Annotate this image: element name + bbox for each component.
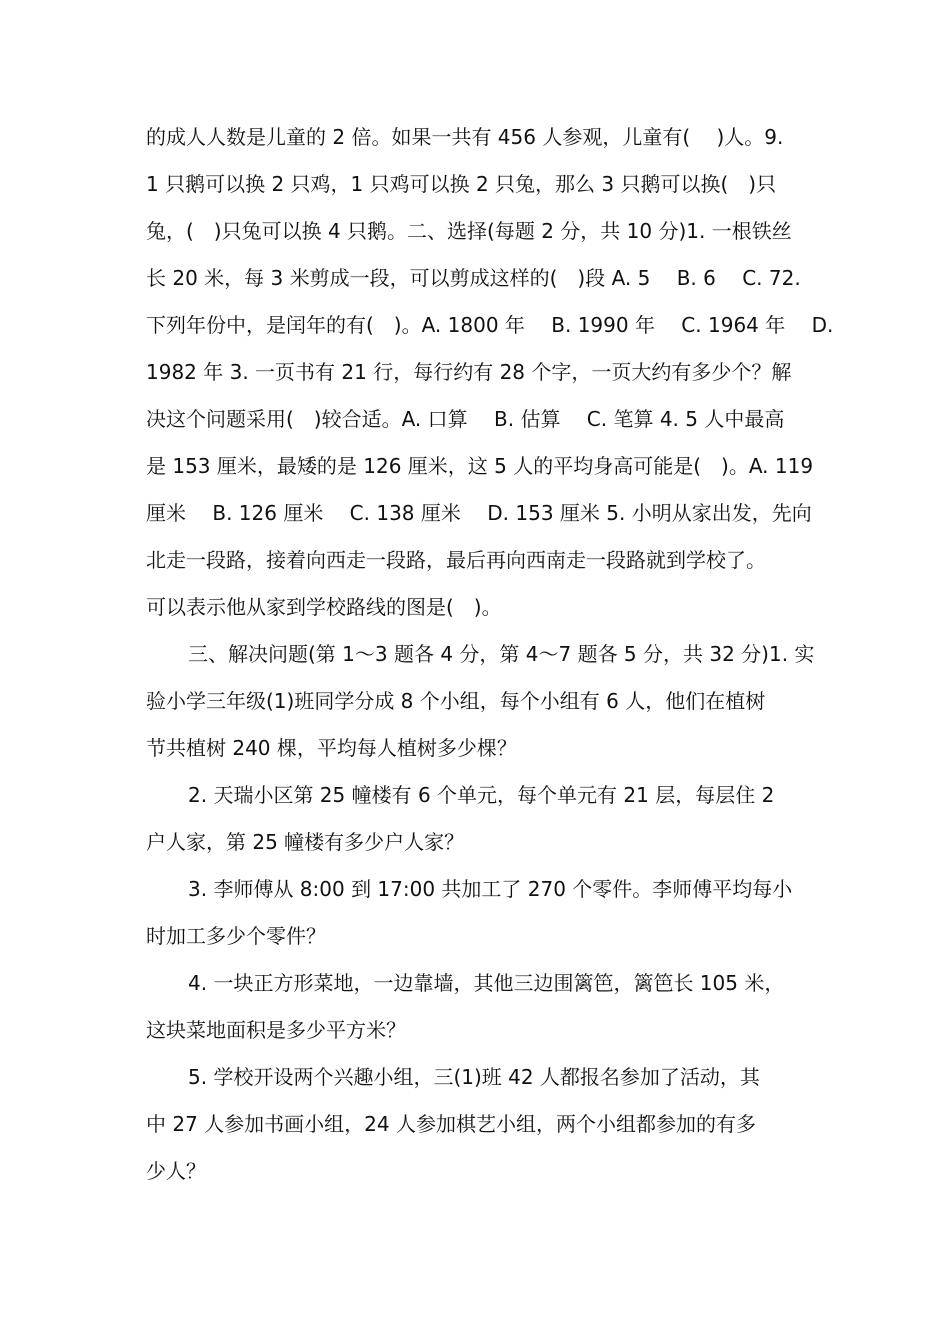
question-line: 4. 一块正方形菜地，一边靠墙，其他三边围篱笆，篱笆长 105 米，: [188, 971, 785, 995]
text-line: 决这个问题采用( )较合适。A. 口算 B. 估算 C. 笔算 4. 5 人中最高: [146, 407, 785, 431]
document-body: [146, 114, 834, 1195]
text-line: 少人？: [146, 1159, 206, 1183]
section-heading-line: 三、解决问题(第 1～3 题各 4 分，第 4～7 题各 5 分，共 32 分)1. 实: [188, 642, 815, 666]
text-line: 1 只鹅可以换 2 只鸡，1 只鸡可以换 2 只兔，那么 3 只鹅可以换( )只: [146, 172, 777, 196]
question-line: 3. 李师傅从 8:00 到 17:00 共加工了 270 个零件。李师傅平均每小: [188, 877, 793, 901]
text-line: 的成人人数是儿童的 2 倍。如果一共有 456 人参观，儿童有( )人。9.: [146, 125, 784, 149]
question-line: 2. 天瑞小区第 25 幢楼有 6 个单元，每个单元有 21 层，每层住 2: [188, 783, 775, 807]
text-line: 北走一段路，接着向西走一段路，最后再向西南走一段路就到学校了。: [146, 548, 766, 572]
text-line: 户人家，第 25 幢楼有多少户人家？: [146, 830, 465, 854]
text-line: 是 153 厘米，最矮的是 126 厘米，这 5 人的平均身高可能是( )。A. 119: [146, 454, 814, 478]
text-line: 可以表示他从家到学校路线的图是( )。: [146, 595, 502, 619]
text-line: 兔，( )只兔可以换 4 只鹅。二、选择(每题 2 分，共 10 分)1. 一根铁丝: [146, 219, 792, 243]
text-line: 验小学三年级(1)班同学分成 8 个小组，每个小组有 6 人，他们在植树: [146, 689, 766, 713]
text-line: 1982 年 3. 一页书有 21 行，每行约有 28 个字，一页大约有多少个？解: [146, 360, 792, 384]
text-line: 时加工多少个零件？: [146, 924, 326, 948]
question-line: 5. 学校开设两个兴趣小组，三(1)班 42 人都报名参加了活动，其: [188, 1065, 760, 1089]
text-line: 下列年份中，是闰年的有( )。A. 1800 年 B. 1990 年 C. 1964 年 D.: [146, 313, 834, 337]
text-line: 长 20 米，每 3 米剪成一段，可以剪成这样的( )段 A. 5 B. 6 C. 72.: [146, 266, 801, 290]
text-line: 中 27 人参加书画小组，24 人参加棋艺小组，两个小组都参加的有多: [146, 1112, 756, 1136]
text-line: 这块菜地面积是多少平方米？: [146, 1018, 406, 1042]
text-line: 节共植树 240 棵，平均每人植树多少棵？: [146, 736, 517, 760]
text-line: 厘米 B. 126 厘米 C. 138 厘米 D. 153 厘米 5. 小明从家出发，先向: [146, 501, 812, 525]
